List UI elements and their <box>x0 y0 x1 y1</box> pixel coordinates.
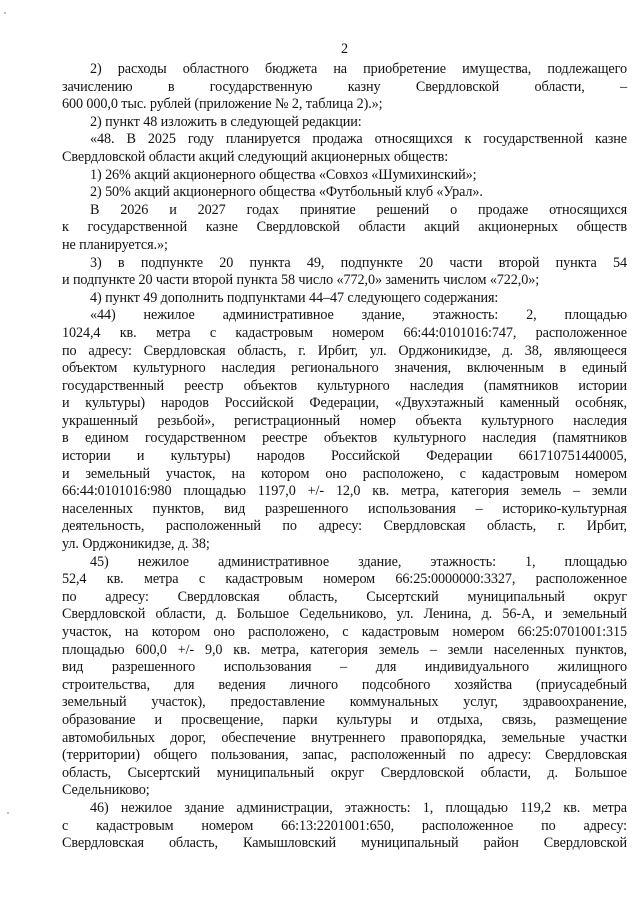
scan-speck <box>7 812 9 814</box>
text-line: истории и культуры) народов Российской Федерации 661710751440005, <box>62 448 627 465</box>
text-line: 3) в подпункте 20 пункта 49, подпункте 20 части второй пункта 54 <box>90 254 627 271</box>
text-line: объектом культурного наследия регионального значения, включенным в единый <box>62 360 627 377</box>
text-line: с кадастровым номером 66:13:2201001:650, расположенное по адресу: <box>62 817 627 834</box>
text-line: в едином государственном реестре объектов культурного наследия (памятников <box>62 430 627 447</box>
page-number: 2 <box>341 41 348 57</box>
text-line: 2) 50% акций акционерного общества «Футбольный клуб «Урал». <box>90 184 483 201</box>
text-line: В 2026 и 2027 годах принятие решений о продаже относящихся <box>90 201 627 218</box>
text-line: 4) пункт 49 дополнить подпунктами 44–47 следующего содержания: <box>90 289 499 306</box>
text-line: деятельность, расположенный по адресу: Свердловская область, г. Ирбит, <box>62 518 627 535</box>
text-line: населенных пунктов, вид разрешенного использования – историко-культурная <box>62 500 627 517</box>
scan-speck <box>4 12 6 14</box>
text-line: к государственной казне Свердловской области акций акционерных обществ <box>62 219 627 236</box>
text-line: область, Сысертский муниципальный округ Свердловской области, д. Большое <box>62 764 627 781</box>
text-line: ул. Орджоникидзе, д. 38; <box>62 536 210 553</box>
text-line: Свердловской области акций следующий акционерных обществ: <box>62 148 449 165</box>
text-line: вид разрешенного использования – для индивидуального жилищного <box>62 659 627 676</box>
text-line: по адресу: Свердловская область, Сысертский муниципальный округ <box>62 588 627 605</box>
text-line: 66:44:0101016:980 площадью 1197,0 +/- 12,0 кв. метра, категория земель – земли <box>62 483 627 500</box>
text-line: 2) пункт 48 изложить в следующей редакции: <box>90 113 362 130</box>
text-line: участок, на котором оно расположено, с кадастровым номером 66:25:0701001:315 <box>62 624 627 640</box>
text-line: площадью 600,0 +/- 9,0 кв. метра, категория земель – земли населенных пунктов, <box>62 641 627 658</box>
text-line: не планируется.»; <box>62 236 168 253</box>
text-line: строительства, для ведения личного подсобного хозяйства (приусадебный <box>62 676 627 693</box>
text-line: Свердловской области, д. Большое Седельниково, ул. Ленина, д. 56-А, и земельный <box>62 606 627 623</box>
text-line: «44) нежилое административное здание, этажность: 2, площадью <box>90 307 627 324</box>
text-line: и культуры) народов Российской Федерации, «Двухэтажный каменный особняк, <box>62 395 627 412</box>
text-line: 1) 26% акций акционерного общества «Совхоз «Шумихинский»; <box>90 166 477 183</box>
text-line: 2) расходы областного бюджета на приобретение имущества, подлежащего <box>90 61 627 77</box>
text-line: (территории) общего пользования, запас, расположенный по адресу: Свердловская <box>62 747 627 764</box>
text-line: образование и просвещение, парки культуры и отдыха, связь, размещение <box>62 711 627 728</box>
text-line: 52,4 кв. метра с кадастровым номером 66:25:0000000:3327, расположенное <box>62 571 627 588</box>
text-line: украшенный резьбой», регистрационный номер объекта культурного наследия <box>62 412 627 429</box>
text-line: Седельниково; <box>62 782 150 799</box>
text-line: Свердловская область, Камышловский муниципальный район Свердловской <box>62 835 627 852</box>
text-line: зачислению в государственную казну Свердловской области, – <box>62 78 627 95</box>
text-line: автомобильных дорог, обеспечение внутреннего правопорядка, земельные участки <box>62 729 627 746</box>
text-line: 600 000,0 тыс. рублей (приложение № 2, таблица 2).»; <box>62 96 383 113</box>
text-line: и земельный участок, на котором оно расположено, с кадастровым номером <box>62 465 627 482</box>
text-line: 45) нежилое административное здание, этажность: 1, площадью <box>90 553 627 570</box>
text-line: 1024,4 кв. метра с кадастровым номером 66:44:0101016:747, расположенное <box>62 324 627 341</box>
text-line: «48. В 2025 году планируется продажа относящихся к государственной казне <box>90 131 627 148</box>
text-line: земельный участок), предоставление коммунальных услуг, здравоохранение, <box>62 694 627 711</box>
document-body <box>62 61 627 853</box>
text-line: по адресу: Свердловская область, г. Ирбит, ул. Орджоникидзе, д. 38, являющееся <box>62 342 627 359</box>
text-line: государственный реестр объектов культурного наследия (памятников истории <box>62 377 627 394</box>
text-line: и подпункте 20 части второй пункта 58 число «772,0» заменить числом «722,0»; <box>62 272 540 289</box>
text-line: 46) нежилое здание администрации, этажность: 1, площадью 119,2 кв. метра <box>90 799 627 816</box>
